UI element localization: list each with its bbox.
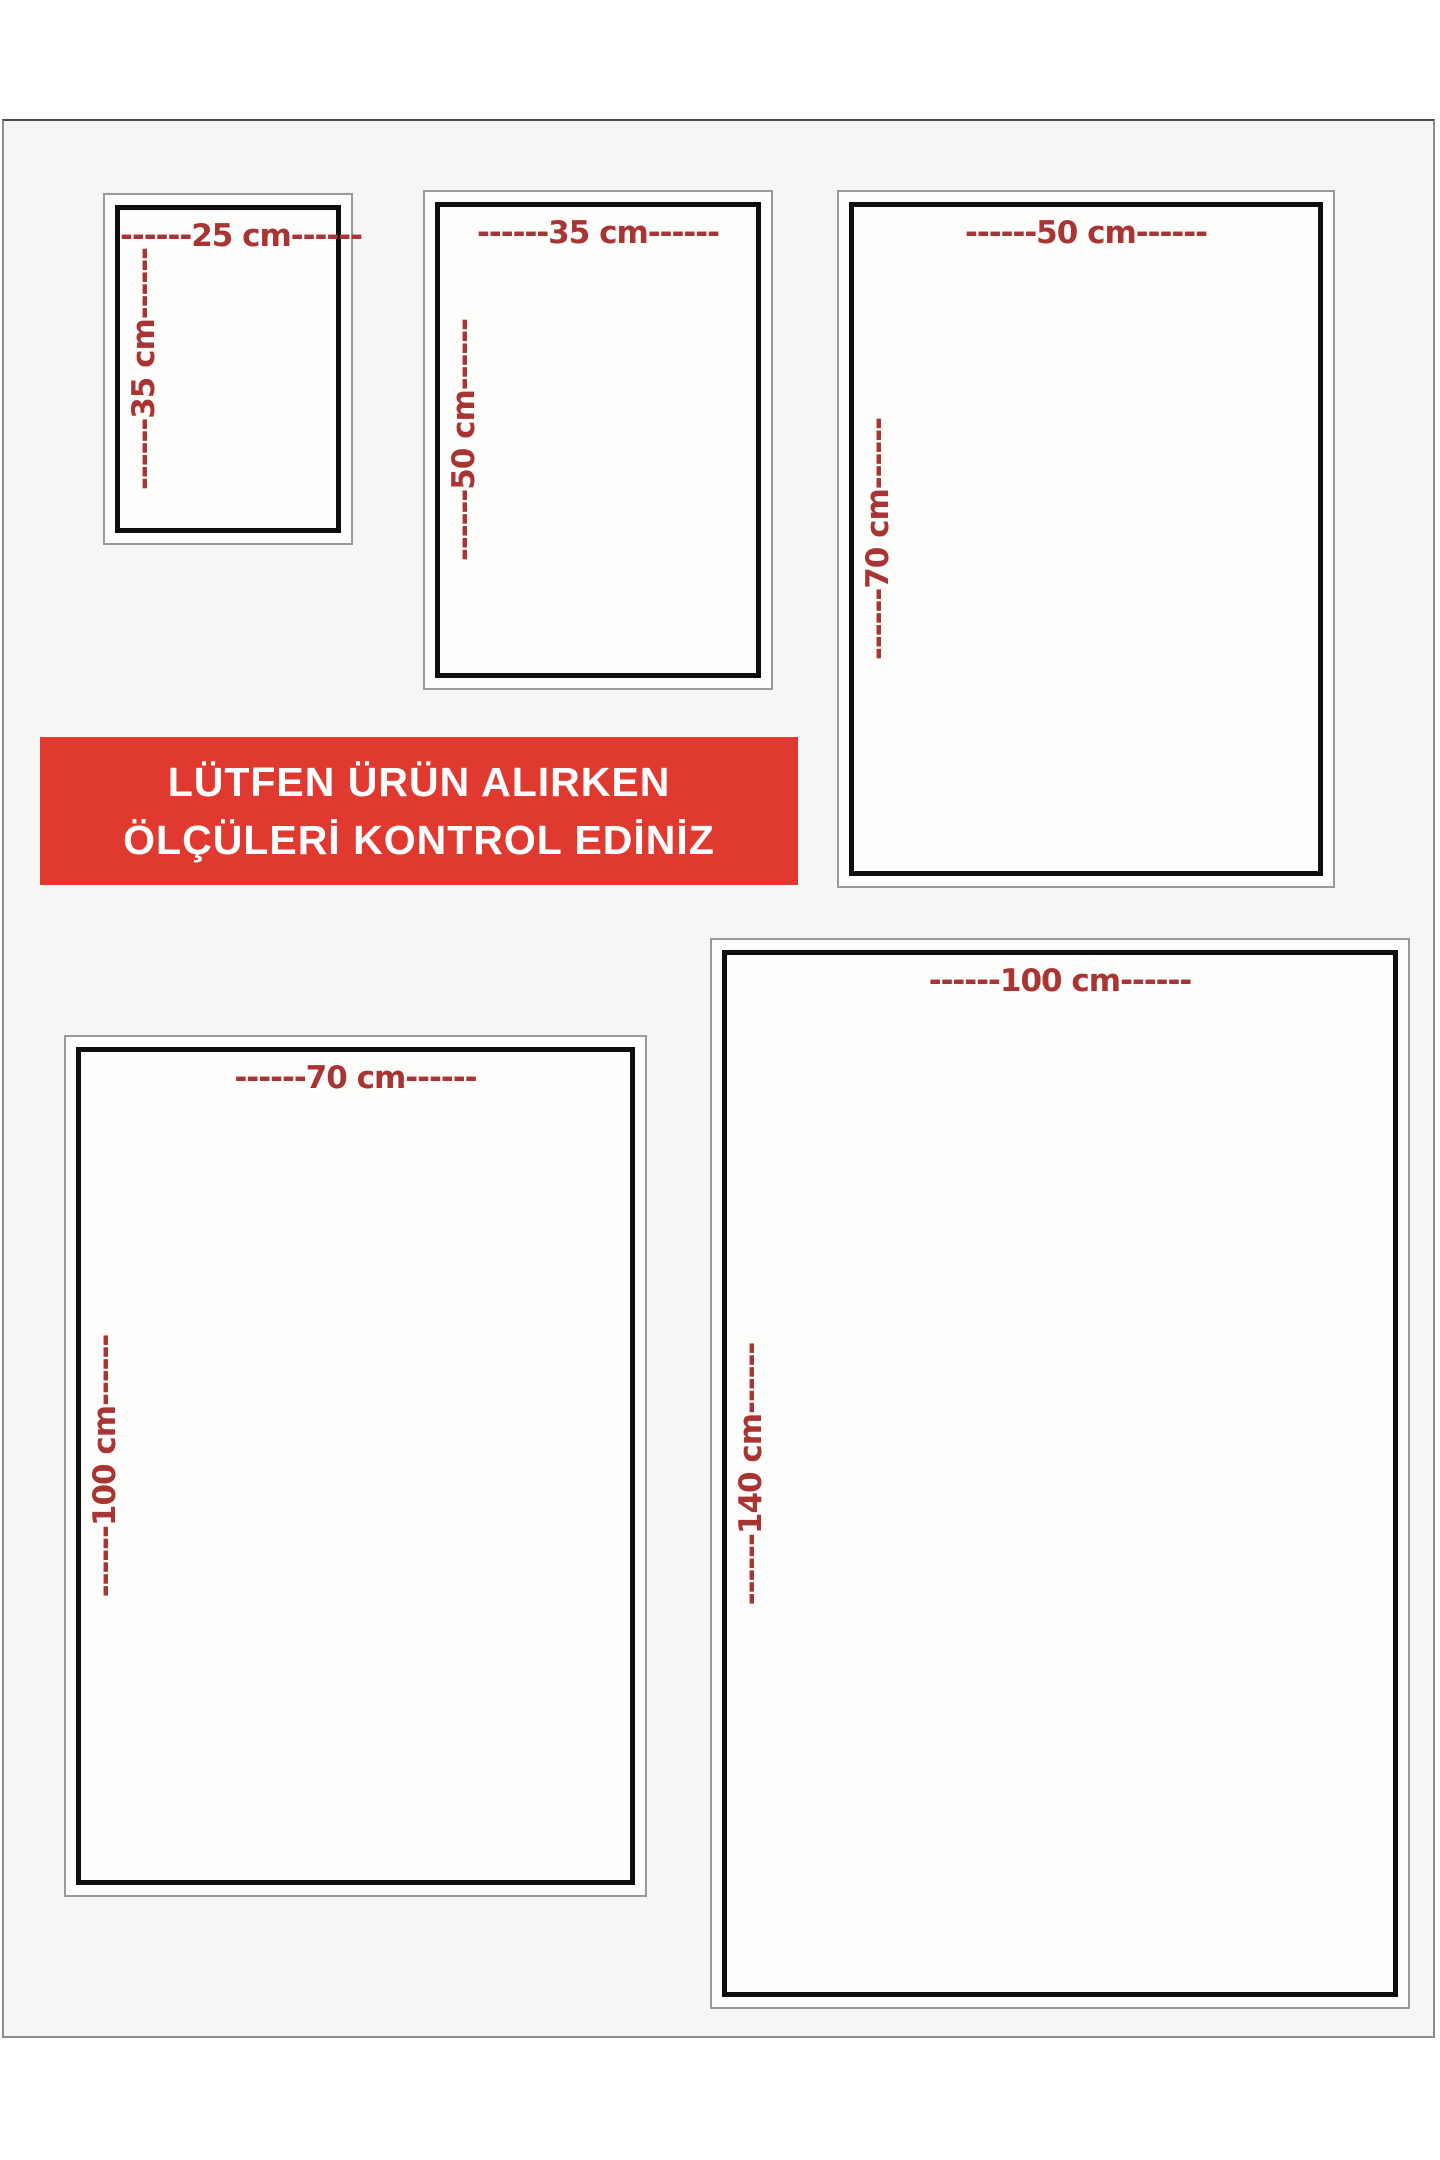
measurement-warning-banner <box>40 737 798 885</box>
size-box-100x140 <box>710 938 1410 2009</box>
height-dimension-label: ------70 cm------ <box>860 417 896 661</box>
size-box-50x70 <box>837 190 1335 888</box>
size-box-35x50 <box>423 190 773 690</box>
height-dimension-label: ------100 cm------ <box>87 1334 123 1598</box>
size-box-100x140-border <box>722 950 1398 1997</box>
size-box-70x100 <box>64 1035 647 1897</box>
height-dimension-label: ------50 cm------ <box>446 318 482 562</box>
size-box-25x35 <box>103 193 363 545</box>
size-box-50x70-border <box>849 202 1323 876</box>
size-box-70x100-border <box>76 1047 635 1885</box>
warning-text-line1: LÜTFEN ÜRÜN ALIRKEN <box>167 759 671 805</box>
size-box-35x50-border <box>435 202 761 678</box>
width-dimension-label: ------25 cm------ <box>120 218 363 254</box>
size-box-25x35-border <box>115 205 363 533</box>
width-dimension-label: ------35 cm------ <box>476 215 719 251</box>
height-dimension-label: ------140 cm------ <box>733 1342 769 1605</box>
height-dimension-label: ------35 cm------ <box>126 247 162 491</box>
warning-text-line2: ÖLÇÜLERİ KONTROL EDİNİZ <box>123 817 715 863</box>
width-dimension-label: ------100 cm------ <box>928 963 1192 999</box>
width-dimension-label: ------50 cm------ <box>964 215 1207 251</box>
width-dimension-label: ------70 cm------ <box>234 1060 477 1096</box>
